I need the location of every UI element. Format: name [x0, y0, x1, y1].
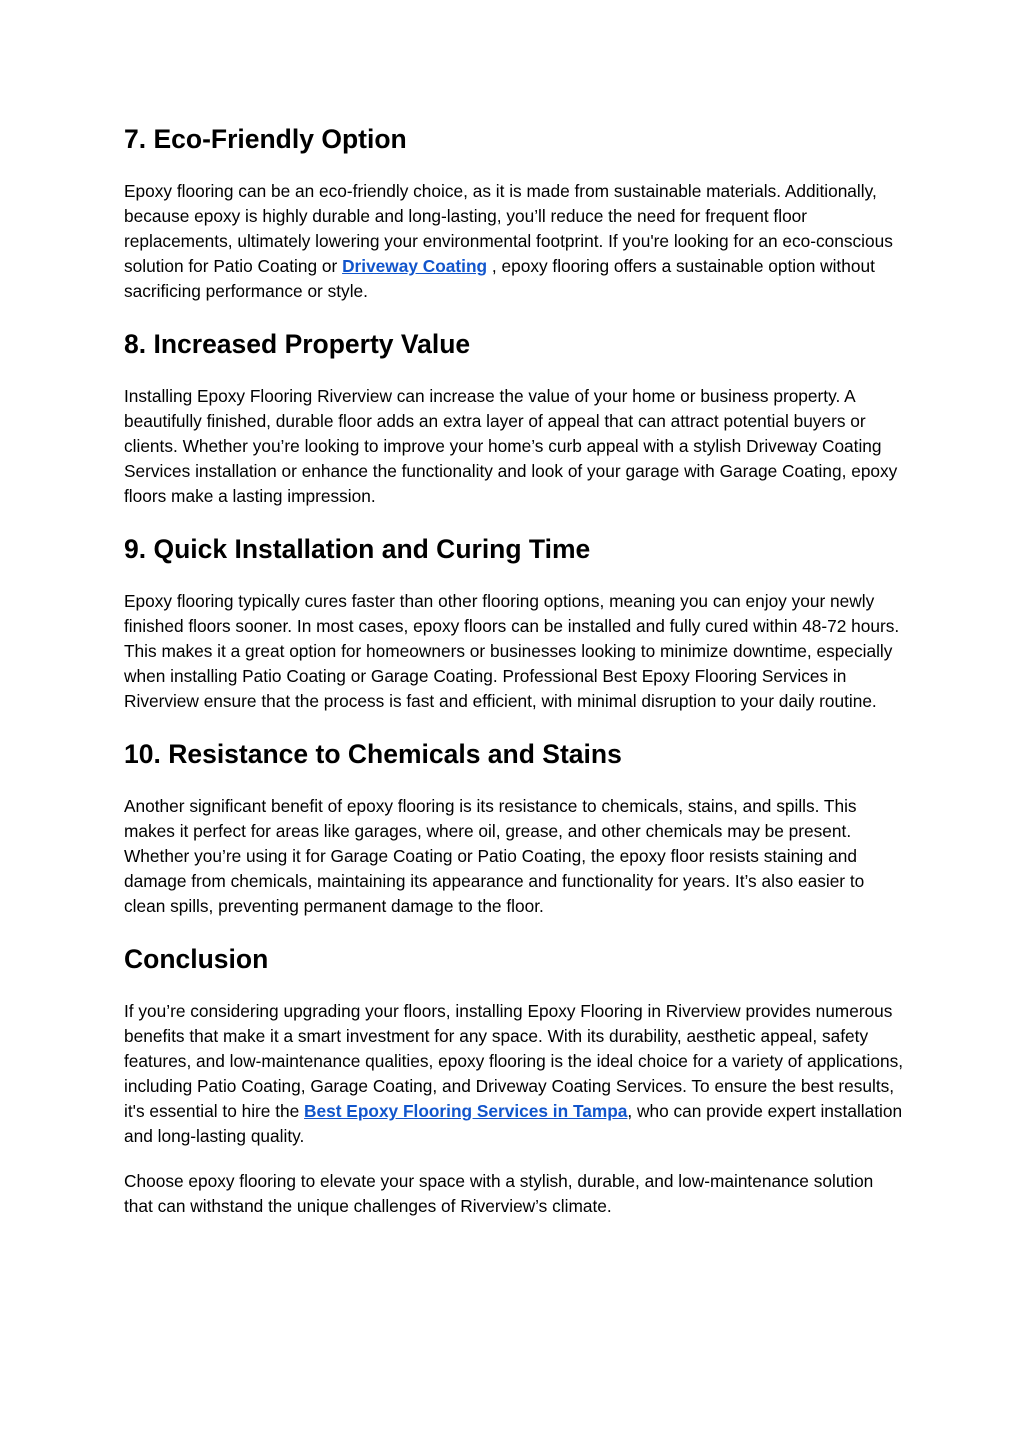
conclusion-paragraph [124, 999, 904, 1149]
section-heading-eco-friendly: 7. Eco-Friendly Option [124, 124, 407, 154]
document-body [124, 119, 904, 1219]
section-paragraph-quick-installation: Epoxy flooring typically cures faster than other flooring options, meaning you can enjoy your newly finished floors sooner. In most cases, epoxy floors can be installed and fully cured within 48-72 hours. This makes it a great option for homeowners or businesses looking to minimize downtime, especially when installing Patio Coating or Garage Coating. Professional Best Epoxy Flooring Services in Riverview ensure that the process is fast and efficient, with minimal disruption to your daily routine. [124, 591, 900, 711]
section-heading-property-value: 8. Increased Property Value [124, 329, 471, 359]
section-heading-chemical-resistance: 10. Resistance to Chemicals and Stains [124, 739, 622, 769]
conclusion-heading: Conclusion [124, 944, 269, 974]
section-paragraph-chemical-resistance: Another significant benefit of epoxy flooring is its resistance to chemicals, stains, and spills. This makes it perfect for areas like garages, where oil, grease, and other chemicals may be present. Whether you’re using it for Garage Coating or Patio Coating, the epoxy floor resists staining and damage from chemicals, maintaining its appearance and functionality for years. It’s also easier to clean spills, preventing permanent damage to the floor. [124, 796, 865, 916]
paragraph-text: , epoxy flooring offers a sustainable option without sacrificing performance or style. [124, 256, 875, 301]
best-epoxy-flooring-tampa-link[interactable]: Best Epoxy Flooring Services in Tampa [304, 1101, 628, 1121]
paragraph-text: , who can provide expert installation and long-lasting quality. [124, 1101, 903, 1146]
closing-paragraph: Choose epoxy flooring to elevate your space with a stylish, durable, and low-maintenance solution that can withstand the unique challenges of Riverview’s climate. [124, 1171, 874, 1216]
paragraph-text: If you’re considering upgrading your floors, installing Epoxy Flooring in Riverview provides numerous benefits that make it a smart investment for any space. With its durability, aesthetic appeal, safety features, and low-maintenance qualities, epoxy flooring is the ideal choice for a variety of applications, including Patio Coating, Garage Coating, and Driveway Coating Services. To ensure the best results, it's essential to hire the [124, 1001, 904, 1121]
section-paragraph-property-value: Installing Epoxy Flooring Riverview can increase the value of your home or business property. A beautifully finished, durable floor adds an extra layer of appeal that can attract potential buyers or clients. Whether you’re looking to improve your home’s curb appeal with a stylish Driveway Coating Services installation or enhance the functionality and look of your garage with Garage Coating, epoxy floors make a lasting impression. [124, 386, 898, 506]
paragraph-text: Epoxy flooring can be an eco-friendly choice, as it is made from sustainable materials. Additionally, because epoxy is highly durable and long-lasting, you’ll reduce the need for frequent floor replacements, ultimately lowering your environmental footprint. If you're looking for an eco-conscious solution for Patio Coating or [124, 181, 893, 276]
driveway-coating-link[interactable]: Driveway Coating [342, 256, 488, 276]
section-heading-quick-installation: 9. Quick Installation and Curing Time [124, 534, 591, 564]
section-paragraph-eco-friendly [124, 179, 904, 304]
